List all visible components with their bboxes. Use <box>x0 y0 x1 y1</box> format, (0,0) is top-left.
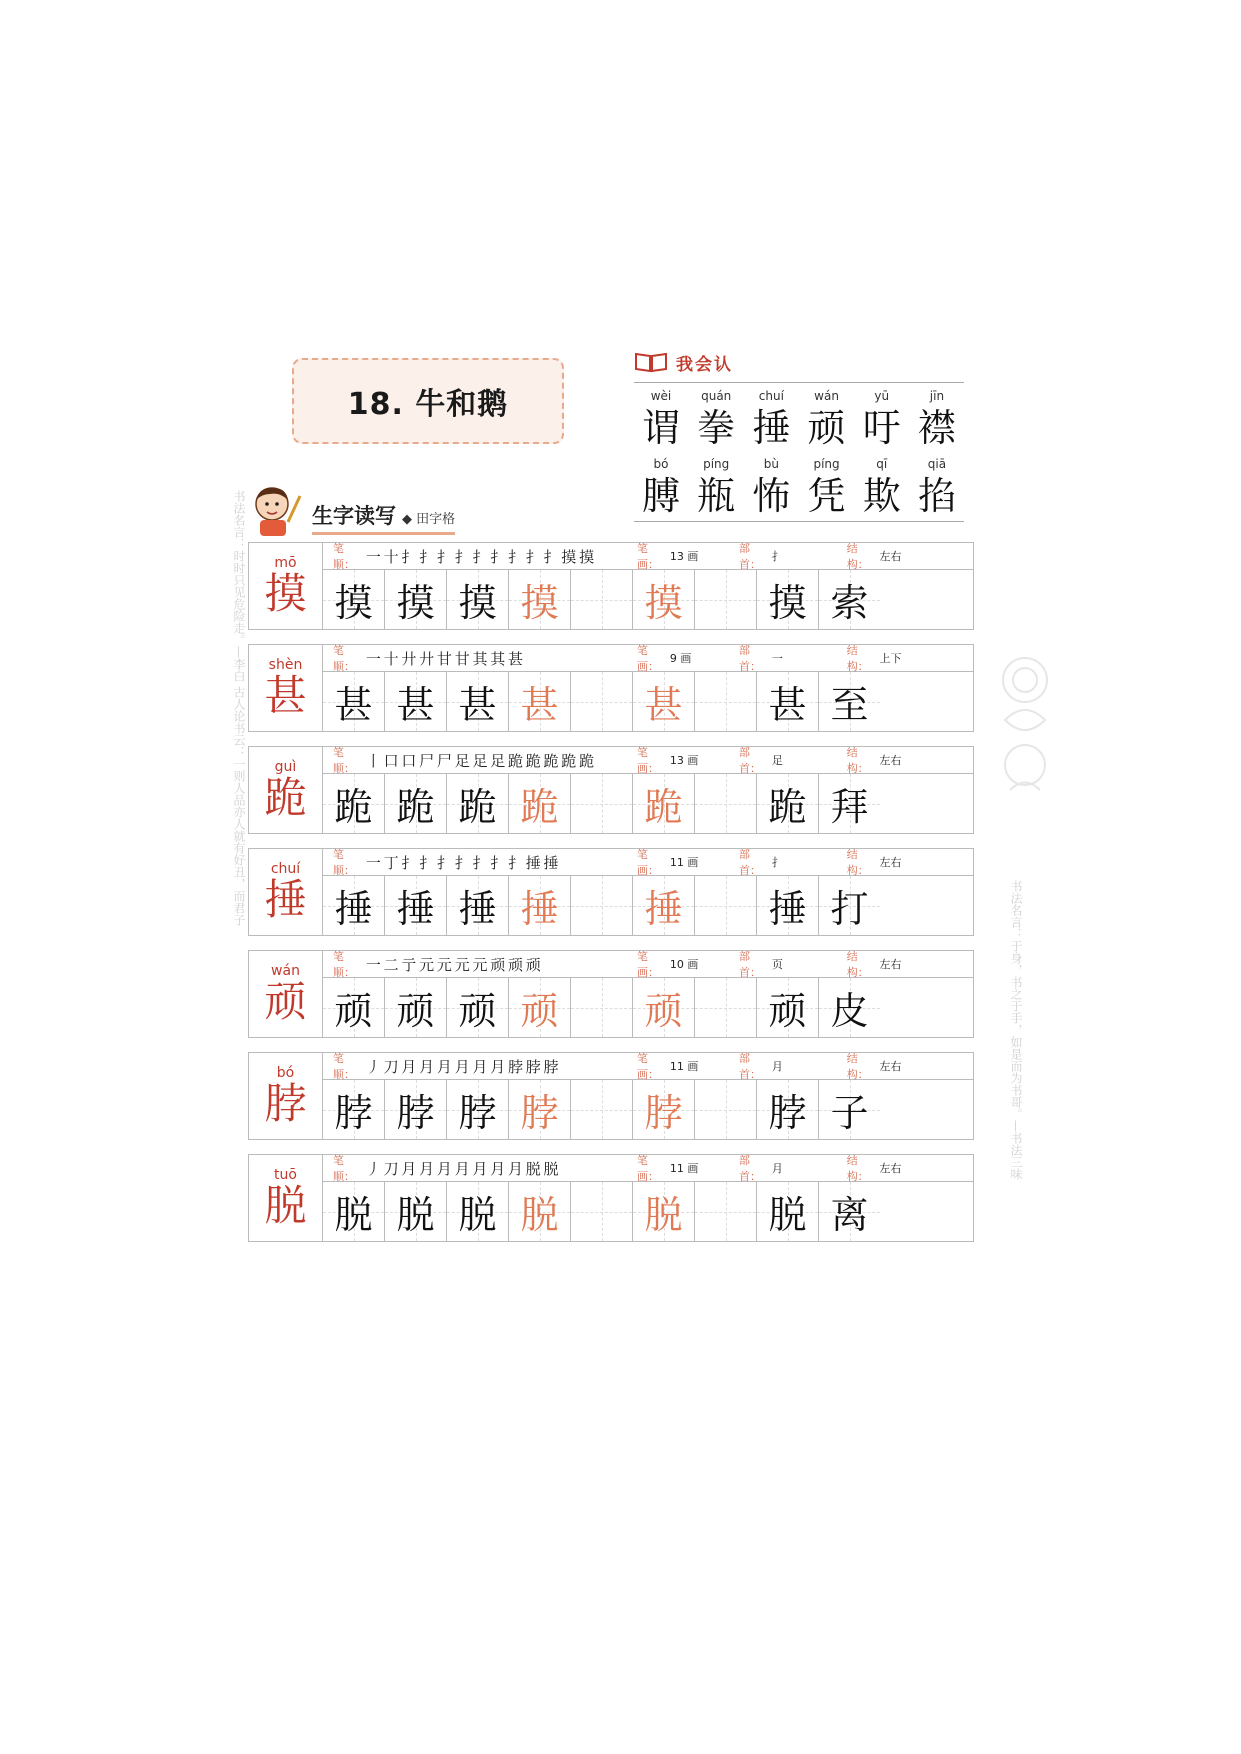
practice-cell[interactable] <box>385 570 447 629</box>
practice-cell[interactable] <box>571 774 633 833</box>
radical-value: 扌 <box>771 856 783 869</box>
radical-value: 页 <box>771 958 783 971</box>
structure-value: 左右 <box>879 550 902 563</box>
practice-cell[interactable] <box>509 1080 571 1139</box>
strokes-label: 笔顺： <box>333 950 355 979</box>
practice-cell[interactable] <box>633 1080 695 1139</box>
lead-cell <box>249 645 323 731</box>
radical-label: 部首： <box>739 542 762 571</box>
practice-cell[interactable] <box>323 774 385 833</box>
stroke-order: 丿 刀 月 月 月 月 月 月 月 脱 脱 <box>365 1159 558 1178</box>
model-character: 脱 <box>264 1181 307 1230</box>
radical-label: 部首： <box>739 1154 762 1183</box>
tianzige-grid <box>323 570 973 629</box>
practice-cell[interactable] <box>323 570 385 629</box>
tianzige-grid <box>323 1080 973 1139</box>
practice-cell[interactable] <box>819 978 880 1037</box>
recognize-row-2 <box>634 457 964 519</box>
recognize-char <box>855 457 909 519</box>
practice-cell[interactable] <box>385 774 447 833</box>
recognize-pinyin: qī <box>876 457 888 471</box>
sample-character: 脖 <box>396 1091 435 1135</box>
character-info-bar <box>323 747 973 774</box>
lesson-title: 18. 牛和鹅 <box>347 387 509 422</box>
sample-character: 摸 <box>334 581 373 625</box>
stroke-count: 13 画 <box>669 550 699 563</box>
radical-label: 部首： <box>739 950 762 979</box>
practice-cell[interactable] <box>323 672 385 731</box>
sample-character: 捶 <box>768 887 807 931</box>
sample-character: 脱 <box>396 1193 435 1237</box>
practice-cell[interactable] <box>323 1182 385 1241</box>
sample-character: 跪 <box>768 785 807 829</box>
practice-cell[interactable] <box>633 876 695 935</box>
practice-cell[interactable] <box>385 978 447 1037</box>
word-character: 子 <box>830 1091 869 1135</box>
recognize-title: 我会认 <box>676 354 733 375</box>
practice-cell[interactable] <box>819 1182 880 1241</box>
sample-character: 摸 <box>458 581 497 625</box>
count-label: 笔画： <box>636 644 659 673</box>
lead-cell <box>249 1155 323 1241</box>
practice-cell[interactable] <box>385 1182 447 1241</box>
sample-character: 甚 <box>768 683 807 727</box>
practice-cell[interactable] <box>509 1182 571 1241</box>
practice-cell[interactable] <box>509 978 571 1037</box>
practice-cell[interactable] <box>323 978 385 1037</box>
stroke-count: 11 画 <box>669 856 699 869</box>
practice-cell[interactable] <box>323 876 385 935</box>
trace-character: 跪 <box>644 785 683 829</box>
sample-character: 顽 <box>334 989 373 1033</box>
recognize-char <box>634 457 688 519</box>
word-character: 拜 <box>830 785 869 829</box>
practice-cell[interactable] <box>571 1182 633 1241</box>
radical-value: 扌 <box>771 550 783 563</box>
practice-cell[interactable] <box>757 570 819 629</box>
stroke-count: 9 画 <box>669 652 692 665</box>
strokes-label: 笔顺： <box>333 1052 355 1081</box>
side-quote-left: 书法名言：时时只见危险走。—李白 古人论书云：一则人品亦人就有好丑，而君子 <box>232 490 246 926</box>
structure-label: 结构： <box>846 1052 869 1081</box>
recognize-hanzi: 欺 <box>862 474 901 518</box>
model-character: 跪 <box>264 773 307 822</box>
character-row <box>248 848 974 936</box>
practice-cell[interactable] <box>571 1080 633 1139</box>
practice-cell[interactable] <box>509 876 571 935</box>
recognize-char <box>744 457 798 519</box>
structure-label: 结构： <box>846 644 869 673</box>
word-character: 索 <box>830 581 869 625</box>
word-character: 离 <box>830 1193 869 1237</box>
sample-character: 脱 <box>768 1193 807 1237</box>
sample-character: 顽 <box>458 989 497 1033</box>
practice-cell[interactable] <box>819 672 880 731</box>
radical-value: 月 <box>771 1162 783 1175</box>
character-row <box>248 542 974 630</box>
recognize-hanzi: 谓 <box>641 406 680 450</box>
recognize-section <box>634 348 964 522</box>
practice-cell[interactable] <box>757 774 819 833</box>
sample-character: 脱 <box>458 1193 497 1237</box>
sample-character: 捶 <box>458 887 497 931</box>
practice-cell[interactable] <box>447 570 509 629</box>
trace-character: 跪 <box>520 785 559 829</box>
practice-cell[interactable] <box>819 1080 880 1139</box>
recognize-pinyin: píng <box>703 457 730 471</box>
radical-value: 足 <box>771 754 783 767</box>
stroke-count: 13 画 <box>669 754 699 767</box>
structure-label: 结构： <box>846 746 869 775</box>
structure-value: 左右 <box>879 1162 902 1175</box>
character-info-bar <box>323 543 973 570</box>
character-row <box>248 950 974 1038</box>
section-label <box>312 500 455 535</box>
structure-value: 上下 <box>879 652 902 665</box>
count-label: 笔画： <box>636 1154 659 1183</box>
tianzige-grid <box>323 978 973 1037</box>
practice-cell[interactable] <box>571 978 633 1037</box>
recognize-hanzi: 拳 <box>697 406 736 450</box>
radical-label: 部首： <box>739 644 762 673</box>
trace-character: 摸 <box>644 581 683 625</box>
structure-value: 左右 <box>879 754 902 767</box>
sample-character: 脱 <box>334 1193 373 1237</box>
character-row <box>248 644 974 732</box>
practice-cell[interactable] <box>447 1080 509 1139</box>
character-rows <box>248 542 974 1256</box>
lesson-title-banner <box>292 358 564 444</box>
practice-cell[interactable] <box>757 1080 819 1139</box>
recognize-pinyin: bù <box>763 457 779 471</box>
strokes-label: 笔顺： <box>333 746 355 775</box>
trace-character: 摸 <box>520 581 559 625</box>
practice-cell[interactable] <box>695 1080 757 1139</box>
practice-cell[interactable] <box>695 978 757 1037</box>
recognize-pinyin: píng <box>813 457 840 471</box>
sample-character: 捶 <box>396 887 435 931</box>
recognize-char <box>855 389 909 451</box>
recognize-pinyin: qiā <box>927 457 947 471</box>
practice-cell[interactable] <box>509 672 571 731</box>
recognize-char <box>910 457 964 519</box>
lead-cell <box>249 543 323 629</box>
trace-character: 顽 <box>644 989 683 1033</box>
strokes-label: 笔顺： <box>333 1154 355 1183</box>
pinyin: chuí <box>270 861 301 877</box>
radical-label: 部首： <box>739 746 762 775</box>
count-label: 笔画： <box>636 746 659 775</box>
section-header <box>248 482 548 542</box>
worksheet <box>248 300 978 1350</box>
recognize-pinyin: bó <box>653 457 669 471</box>
recognize-pinyin: jīn <box>929 389 945 403</box>
stroke-order: 一 丁 扌 扌 扌 扌 扌 扌 扌 捶 捶 <box>365 853 558 872</box>
sample-character: 捶 <box>334 887 373 931</box>
lead-cell <box>249 1053 323 1139</box>
sample-character: 脖 <box>768 1091 807 1135</box>
stroke-order: 一 十 廾 廾 甘 甘 其 其 甚 <box>365 649 523 668</box>
recognize-char <box>689 389 743 451</box>
recognize-hanzi: 吁 <box>862 406 901 450</box>
recognize-header <box>634 348 964 383</box>
sample-character: 甚 <box>458 683 497 727</box>
practice-cell[interactable] <box>633 1182 695 1241</box>
trace-character: 捶 <box>520 887 559 931</box>
model-character: 甚 <box>264 671 307 720</box>
practice-cell[interactable] <box>633 672 695 731</box>
tianzige-grid <box>323 672 973 731</box>
practice-cell[interactable] <box>757 672 819 731</box>
radical-value: 月 <box>771 1060 783 1073</box>
trace-character: 脱 <box>520 1193 559 1237</box>
divider <box>634 521 964 522</box>
lead-cell <box>249 951 323 1037</box>
practice-cell[interactable] <box>633 774 695 833</box>
trace-character: 顽 <box>520 989 559 1033</box>
structure-value: 左右 <box>879 856 902 869</box>
practice-cell[interactable] <box>819 774 880 833</box>
character-info-bar <box>323 849 973 876</box>
practice-cell[interactable] <box>571 672 633 731</box>
sample-character: 甚 <box>396 683 435 727</box>
practice-cell[interactable] <box>633 978 695 1037</box>
stroke-order: 一 二 亍 元 元 元 元 顽 顽 顽 <box>365 955 540 974</box>
practice-cell[interactable] <box>695 570 757 629</box>
pinyin: tuō <box>274 1167 297 1183</box>
recognize-char <box>744 389 798 451</box>
pinyin: wán <box>271 963 300 979</box>
practice-cell[interactable] <box>757 978 819 1037</box>
recognize-char <box>689 457 743 519</box>
radical-label: 部首： <box>739 1052 762 1081</box>
structure-label: 结构： <box>846 542 869 571</box>
trace-character: 甚 <box>644 683 683 727</box>
pinyin: bó <box>276 1065 295 1081</box>
strokes-label: 笔顺： <box>333 848 355 877</box>
practice-cell[interactable] <box>385 876 447 935</box>
stroke-order: 一 十 扌 扌 扌 扌 扌 扌 扌 扌 扌 摸 摸 <box>365 547 594 566</box>
trace-character: 甚 <box>520 683 559 727</box>
recognize-row-1 <box>634 389 964 451</box>
model-character: 捶 <box>264 875 307 924</box>
practice-cell[interactable] <box>509 774 571 833</box>
lead-cell <box>249 849 323 935</box>
recognize-pinyin: quán <box>701 389 732 403</box>
structure-label: 结构： <box>846 848 869 877</box>
stroke-count: 10 画 <box>669 958 699 971</box>
practice-cell[interactable] <box>633 570 695 629</box>
section-subtitle: ◆ 田字格 <box>402 512 456 527</box>
character-row <box>248 1154 974 1242</box>
practice-cell[interactable] <box>819 876 880 935</box>
pinyin: guì <box>274 759 297 775</box>
pinyin: mō <box>274 555 297 571</box>
practice-cell[interactable] <box>695 672 757 731</box>
sample-character: 脖 <box>458 1091 497 1135</box>
pinyin: shèn <box>268 657 303 673</box>
trace-character: 脖 <box>520 1091 559 1135</box>
radical-label: 部首： <box>739 848 762 877</box>
recognize-hanzi: 怖 <box>752 474 791 518</box>
practice-cell[interactable] <box>509 570 571 629</box>
stroke-order: 丨 口 口 尸 尸 足 足 足 跪 跪 跪 跪 跪 <box>365 751 594 770</box>
lead-cell <box>249 747 323 833</box>
open-book-icon <box>634 351 668 373</box>
trace-character: 捶 <box>644 887 683 931</box>
sample-character: 脖 <box>334 1091 373 1135</box>
stroke-count: 11 画 <box>669 1060 699 1073</box>
recognize-char <box>800 457 854 519</box>
boy-writing-icon <box>248 482 304 538</box>
practice-cell[interactable] <box>447 978 509 1037</box>
sample-character: 跪 <box>458 785 497 829</box>
sample-character: 摸 <box>768 581 807 625</box>
recognize-hanzi: 捶 <box>752 406 791 450</box>
recognize-hanzi: 瓶 <box>697 474 736 518</box>
count-label: 笔画： <box>636 1052 659 1081</box>
practice-cell[interactable] <box>385 1080 447 1139</box>
strokes-label: 笔顺： <box>333 542 355 571</box>
practice-cell[interactable] <box>447 774 509 833</box>
recognize-hanzi: 膊 <box>641 474 680 518</box>
practice-cell[interactable] <box>323 1080 385 1139</box>
character-info-bar <box>323 951 973 978</box>
character-info-bar <box>323 645 973 672</box>
tianzige-grid <box>323 774 973 833</box>
model-character: 顽 <box>264 977 307 1026</box>
model-character: 脖 <box>264 1079 307 1128</box>
stroke-order: 丿 刀 月 月 月 月 月 月 脖 脖 脖 <box>365 1057 558 1076</box>
trace-character: 脱 <box>644 1193 683 1237</box>
character-info-bar <box>323 1053 973 1080</box>
practice-cell[interactable] <box>757 876 819 935</box>
sample-character: 摸 <box>396 581 435 625</box>
practice-cell[interactable] <box>819 570 880 629</box>
strokes-label: 笔顺： <box>333 644 355 673</box>
practice-cell[interactable] <box>447 876 509 935</box>
structure-label: 结构： <box>846 1154 869 1183</box>
practice-cell[interactable] <box>447 672 509 731</box>
tianzige-grid <box>323 876 973 935</box>
sample-character: 跪 <box>396 785 435 829</box>
sample-character: 顽 <box>768 989 807 1033</box>
side-quote-right: 书法名言：于身，书之于手，如是而为书哥。—书法三味 <box>1009 880 1023 1180</box>
recognize-hanzi: 凭 <box>807 474 846 518</box>
structure-value: 左右 <box>879 958 902 971</box>
sample-character: 跪 <box>334 785 373 829</box>
practice-cell[interactable] <box>571 876 633 935</box>
sample-character: 甚 <box>334 683 373 727</box>
structure-label: 结构： <box>846 950 869 979</box>
stroke-count: 11 画 <box>669 1162 699 1175</box>
recognize-pinyin: chuí <box>758 389 784 403</box>
practice-cell[interactable] <box>695 774 757 833</box>
trace-character: 脖 <box>644 1091 683 1135</box>
recognize-pinyin: wèi <box>650 389 672 403</box>
recognize-char <box>800 389 854 451</box>
count-label: 笔画： <box>636 950 659 979</box>
recognize-hanzi: 襟 <box>917 406 956 450</box>
word-character: 至 <box>830 683 869 727</box>
practice-cell[interactable] <box>571 570 633 629</box>
recognize-char <box>910 389 964 451</box>
practice-cell[interactable] <box>447 1182 509 1241</box>
model-character: 摸 <box>264 569 307 618</box>
section-title: 生字读写 <box>312 504 396 528</box>
word-character: 打 <box>830 887 869 931</box>
word-character: 皮 <box>830 989 869 1033</box>
recognize-hanzi: 顽 <box>807 406 846 450</box>
character-row <box>248 1052 974 1140</box>
practice-cell[interactable] <box>695 1182 757 1241</box>
structure-value: 左右 <box>879 1060 902 1073</box>
count-label: 笔画： <box>636 542 659 571</box>
practice-cell[interactable] <box>385 672 447 731</box>
recognize-pinyin: wán <box>814 389 839 403</box>
floral-ornament-icon <box>985 640 1065 810</box>
recognize-char <box>634 389 688 451</box>
practice-cell[interactable] <box>757 1182 819 1241</box>
sample-character: 顽 <box>396 989 435 1033</box>
recognize-pinyin: yū <box>874 389 890 403</box>
character-info-bar <box>323 1155 973 1182</box>
count-label: 笔画： <box>636 848 659 877</box>
character-row <box>248 746 974 834</box>
practice-cell[interactable] <box>695 876 757 935</box>
tianzige-grid <box>323 1182 973 1241</box>
radical-value: 一 <box>771 652 783 665</box>
recognize-hanzi: 掐 <box>917 474 956 518</box>
